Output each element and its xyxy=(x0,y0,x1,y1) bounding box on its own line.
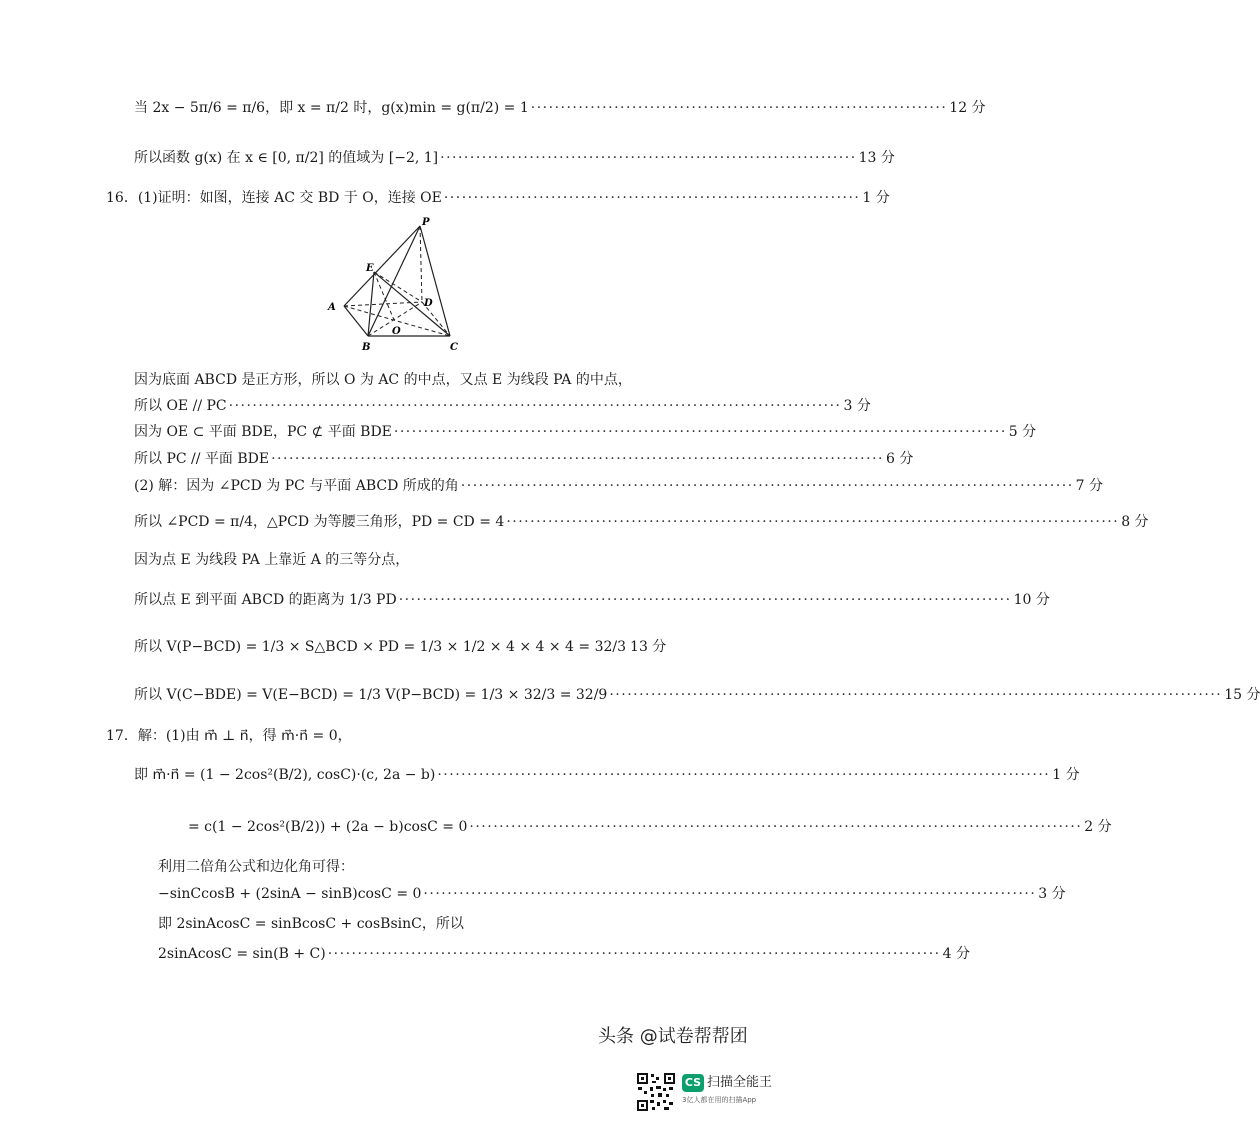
vertex-label-e: E xyxy=(366,263,374,274)
solution-line xyxy=(106,188,890,208)
line-text: −sinCcosB + (2sinA − sinB)cosC = 0 xyxy=(158,886,422,902)
scanner-app-name: 扫描全能王 xyxy=(707,1075,773,1090)
line-text: 利用二倍角公式和边化角可得： xyxy=(158,859,354,875)
line-text: = c(1 − 2cos²(B/2)) + (2a − b)cosC = 0 xyxy=(188,819,468,835)
leader-dots: ······································································ xyxy=(443,190,861,206)
score-label: 13 分 xyxy=(630,639,667,655)
solution-line xyxy=(134,637,667,657)
score-label: 3 分 xyxy=(843,398,871,414)
leader-dots: ······································································································· xyxy=(469,819,1083,835)
line-text: 即 m⃗·n⃗ = (1 − 2cos²(B/2), cosC)·(c, 2a − b) xyxy=(134,767,436,783)
line-text: 因为底面 ABCD 是正方形，所以 O 为 AC 的中点，又点 E 为线段 PA 的中点， xyxy=(134,372,632,388)
solution-line xyxy=(158,944,970,964)
leader-dots: ······································································································· xyxy=(437,767,1051,783)
leader-dots: ······································································································· xyxy=(423,886,1037,902)
solution-line xyxy=(134,370,632,390)
line-text: 16．(1)证明：如图，连接 AC 交 BD 于 O，连接 OE xyxy=(106,190,442,206)
solution-line xyxy=(134,765,1080,785)
line-text: 所以点 E 到平面 ABCD 的距离为 1/3 PD xyxy=(134,592,397,608)
score-label: 12 分 xyxy=(949,100,986,116)
line-text: 17．解：(1)由 m⃗ ⊥ n⃗，得 m⃗·n⃗ = 0， xyxy=(106,728,352,744)
solution-line xyxy=(134,590,1050,610)
scanner-logo-icon: CS xyxy=(682,1074,704,1092)
solution-line xyxy=(134,512,1149,532)
qr-code-icon xyxy=(636,1072,676,1112)
line-text: 即 2sinAcosC = sinBcosC + cosBsinC，所以 xyxy=(158,916,464,932)
score-label: 5 分 xyxy=(1008,424,1037,440)
solution-line xyxy=(134,396,871,416)
line-text: 所以函数 g(x) 在 x ∈ [0, π/2] 的值域为 [−2, 1] xyxy=(134,150,439,166)
leader-dots: ······································································ xyxy=(440,150,857,166)
score-label: 6 分 xyxy=(885,451,914,467)
solution-line xyxy=(158,884,1066,904)
line-text: 2sinAcosC = sin(B + C) xyxy=(158,946,326,962)
watermark-brand: 头条 @试卷帮帮团 xyxy=(598,1026,748,1047)
score-label: 7 分 xyxy=(1075,478,1104,494)
vertex-label-d: D xyxy=(424,298,433,309)
score-label: 1 分 xyxy=(862,190,890,206)
score-label: 8 分 xyxy=(1121,514,1149,530)
line-text: 所以 V(P−BCD) = 1/3 × S△BCD × PD = 1/3 × 1/2 × 4 × 4 × 4 = 32/3 xyxy=(134,639,627,655)
solution-line xyxy=(134,422,1037,442)
vertex-label-p: P xyxy=(422,217,430,228)
leader-dots: ······································································································· xyxy=(393,424,1007,440)
score-label: 2 分 xyxy=(1084,819,1112,835)
solution-line xyxy=(188,817,1112,837)
score-label: 1 分 xyxy=(1052,767,1080,783)
leader-dots: ······································································································· xyxy=(271,451,884,467)
line-text: 所以 PC // 平面 BDE xyxy=(134,451,270,467)
score-label: 15 分 xyxy=(1224,687,1260,703)
score-label: 3 分 xyxy=(1038,886,1066,902)
line-text: 所以 V(C−BDE) = V(E−BCD) = 1/3 V(P−BCD) = 1/3 × 32/3 = 32/9 xyxy=(134,687,608,703)
solution-line xyxy=(106,726,352,746)
solution-line xyxy=(134,449,914,469)
leader-dots: ······································································ xyxy=(530,100,948,116)
leader-dots: ······································································································· xyxy=(398,592,1012,608)
solution-line xyxy=(134,685,1260,705)
leader-dots: ······································································································· xyxy=(506,514,1120,530)
solution-line xyxy=(134,98,986,118)
solution-line xyxy=(158,857,354,877)
pyramid-figure xyxy=(326,216,462,356)
leader-dots: ······································································································· xyxy=(327,946,941,962)
leader-dots: ······································································································· xyxy=(460,478,1074,494)
line-text: 因为 OE ⊂ 平面 BDE，PC ⊄ 平面 BDE xyxy=(134,424,392,440)
solution-line xyxy=(134,550,409,570)
line-text: (2) 解：因为 ∠PCD 为 PC 与平面 ABCD 所成的角 xyxy=(134,478,459,494)
leader-dots: ······································································································· xyxy=(609,687,1223,703)
solution-line xyxy=(158,914,464,934)
solution-line xyxy=(134,476,1104,496)
solution-line xyxy=(134,148,895,168)
scanner-tagline: 3亿人都在用的扫描App xyxy=(682,1096,757,1104)
line-text: 所以 ∠PCD = π/4，△PCD 为等腰三角形，PD = CD = 4 xyxy=(134,514,505,530)
vertex-label-a: A xyxy=(328,302,336,313)
line-text: 因为点 E 为线段 PA 上靠近 A 的三等分点， xyxy=(134,552,410,568)
score-label: 13 分 xyxy=(858,150,895,166)
line-text: 当 2x − 5π/6 = π/6，即 x = π/2 时，g(x)min = g(π/2) = 1 xyxy=(134,100,529,116)
score-label: 10 分 xyxy=(1013,592,1050,608)
leader-dots: ······································································································· xyxy=(228,398,842,414)
line-text: 所以 OE // PC xyxy=(134,398,227,414)
vertex-label-b: B xyxy=(362,342,371,353)
score-label: 4 分 xyxy=(942,946,970,962)
vertex-label-o: O xyxy=(392,326,401,337)
vertex-label-c: C xyxy=(450,342,458,353)
